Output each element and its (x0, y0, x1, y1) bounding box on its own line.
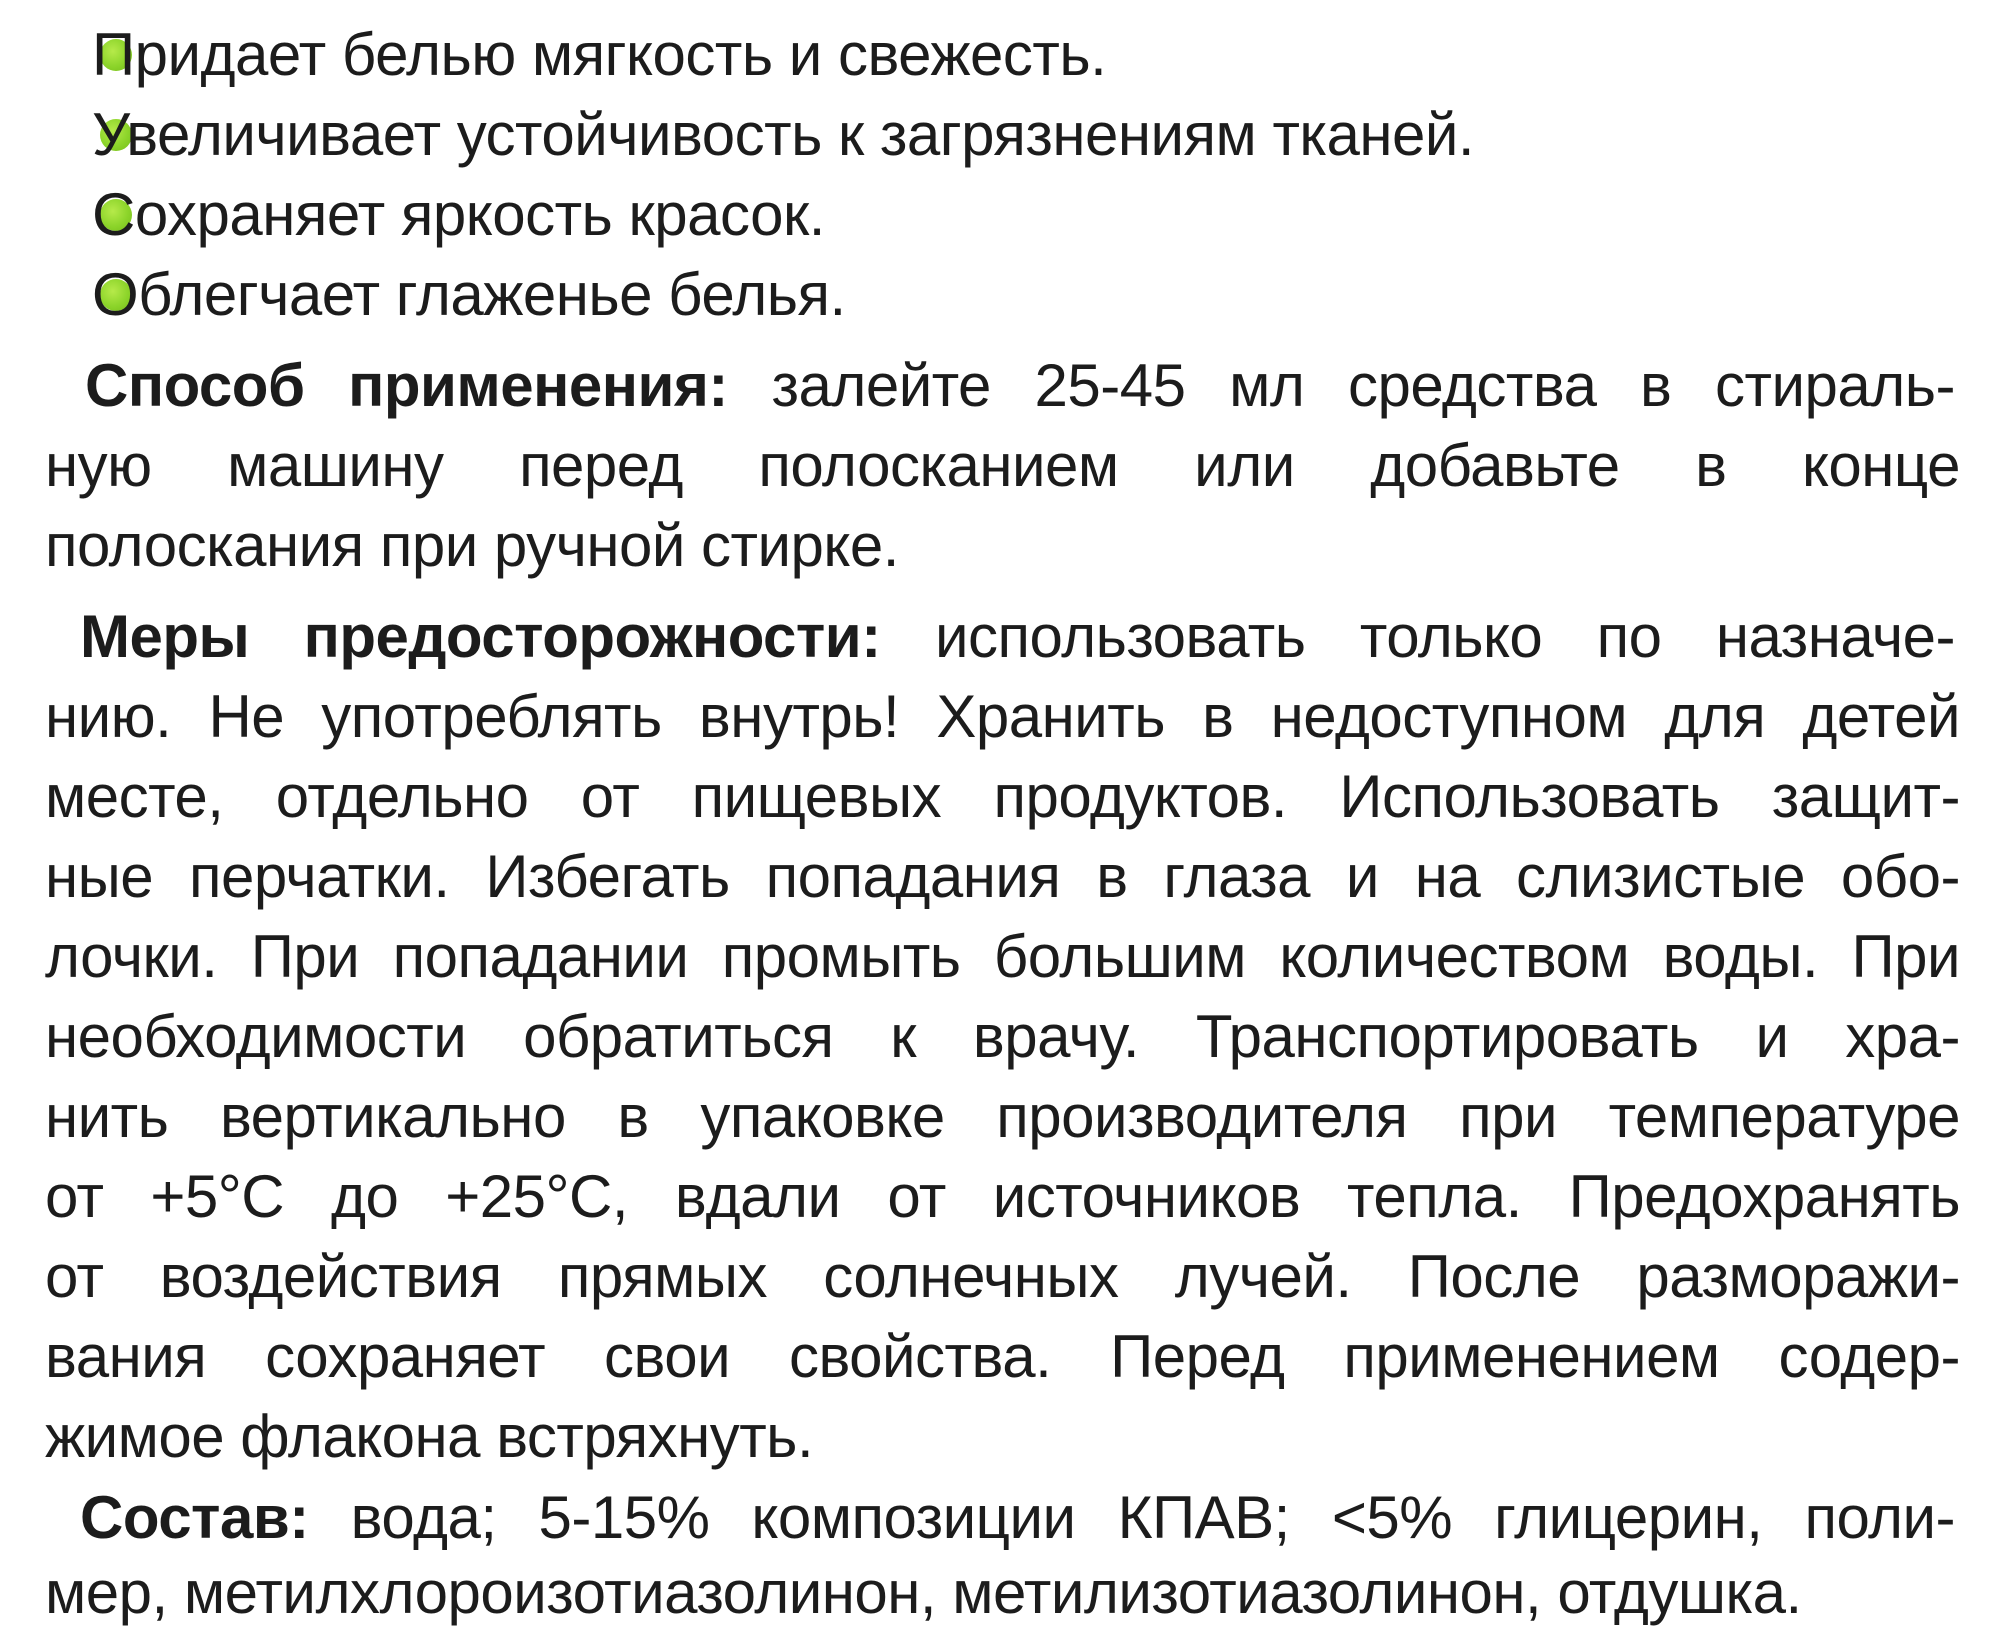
composition-heading: Состав: (80, 1484, 309, 1551)
precautions-paragraph-line: от +5°С до +25°С, вдали от источников тепла. Предохранять (45, 1163, 1960, 1230)
precautions-paragraph-line: ные перчатки. Избегать попадания в глаза и на слизистые обо- (45, 843, 1960, 910)
composition-paragraph-line: мер, метилхлороизотиазолинон, метилизотиазолинон, отдушка. (45, 1559, 1802, 1626)
precautions-paragraph-line (80, 597, 1955, 677)
precautions-paragraph-line: вания сохраняет свои свойства. Перед применением содер- (45, 1323, 1960, 1390)
usage-paragraph-line: ную машину перед полосканием или добавьте в конце (45, 432, 1960, 499)
precautions-paragraph-line: жимое флакона встряхнуть. (45, 1403, 814, 1470)
precautions-paragraph-line: лочки. При попадании промыть большим количеством воды. При (45, 923, 1960, 990)
composition-paragraph-line (80, 1478, 1955, 1558)
composition-text: вода; 5-15% композиции КПАВ; <5% глицерин, поли- (308, 1484, 1955, 1551)
benefit-item: Придает белью мягкость и свежесть. (92, 21, 1107, 88)
benefit-item: Облегчает глаженье белья. (92, 261, 846, 328)
precautions-text: использовать только по назначе- (880, 603, 1955, 670)
precautions-paragraph-line: от воздействия прямых солнечных лучей. После разморажи- (45, 1243, 1960, 1310)
usage-paragraph-line (85, 346, 1955, 426)
precautions-heading: Меры предосторожности: (80, 603, 881, 670)
precautions-paragraph-line: месте, отдельно от пищевых продуктов. Использовать защит- (45, 763, 1960, 830)
benefit-item: Сохраняет яркость красок. (92, 181, 825, 248)
precautions-paragraph-line: нию. Не употреблять внутрь! Хранить в недоступном для детей (45, 683, 1960, 750)
precautions-paragraph-line: необходимости обратиться к врачу. Транспортировать и хра- (45, 1003, 1960, 1070)
usage-paragraph-line: полоскания при ручной стирке. (45, 512, 899, 579)
benefit-item: Увеличивает устойчивость к загрязнениям тканей. (92, 101, 1475, 168)
usage-heading: Способ применения: (85, 352, 728, 419)
usage-text: залейте 25-45 мл средства в стираль- (727, 352, 1955, 419)
precautions-paragraph-line: нить вертикально в упаковке производителя при температуре (45, 1083, 1960, 1150)
